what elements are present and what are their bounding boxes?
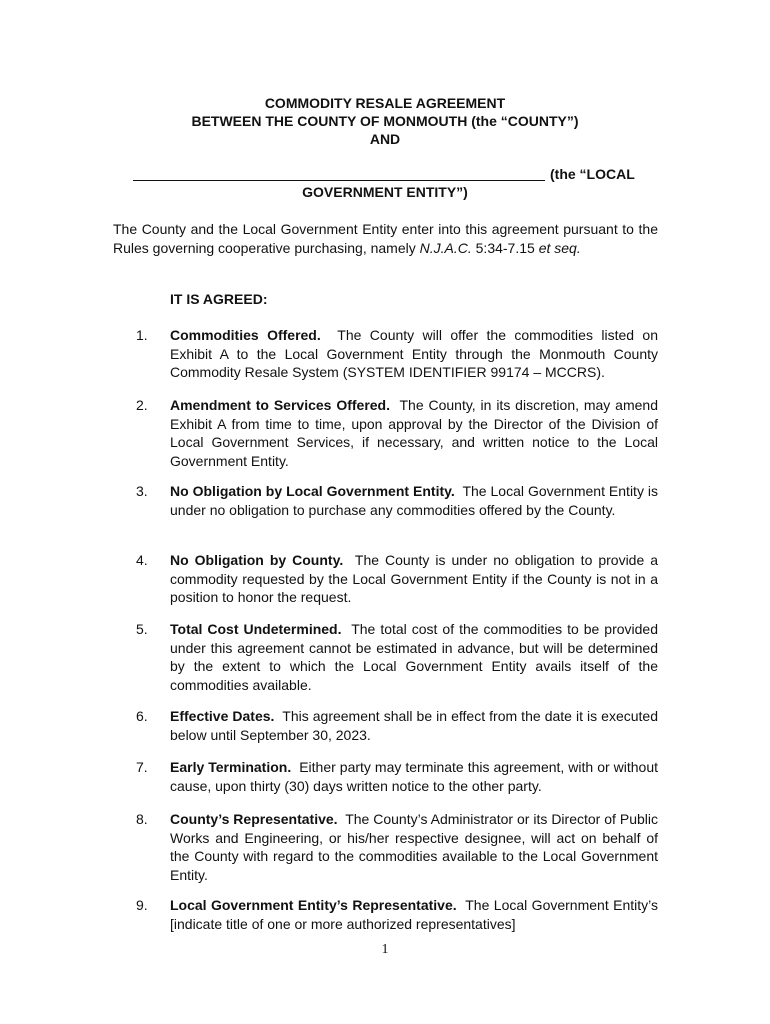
- clause-2: [136, 396, 658, 470]
- clause-7: [136, 758, 659, 795]
- clause-3: [136, 482, 659, 519]
- clause-number: 3.: [136, 483, 148, 499]
- clause-body: The Local Government Entity’s [indicate title of one or more authorized representatives]: [170, 897, 659, 932]
- clause-heading: Amendment to Services Offered.: [170, 397, 390, 413]
- clause-body: The Local Government Entity is under no obligation to purchase any commodities offered by the County.: [170, 483, 659, 518]
- title-line-4: GOVERNMENT ENTITY”): [302, 184, 468, 200]
- title-line-1: COMMODITY RESALE AGREEMENT: [264, 95, 506, 111]
- clause-number: 9.: [136, 897, 148, 913]
- clause-number: 2.: [136, 397, 148, 413]
- clause-heading: Early Termination.: [170, 759, 292, 775]
- clause-number: 1.: [136, 327, 148, 343]
- clause-number: 6.: [136, 708, 148, 724]
- clause-body: The total cost of the commodities to be provided under this agreement cannot be estimated in advance, but will be determined by the extent to which the Local Government Entity avails itself of the commodities available.: [170, 621, 659, 693]
- clause-body: The County, in its discretion, may amend Exhibit A from time to time, upon approval by the Director of the Division of Local Government Services, if necessary, and written notice to the Local Government Entity.: [170, 397, 658, 469]
- clause-9: [136, 896, 659, 933]
- intro-section: 5:34-7.15: [471, 240, 539, 256]
- it-is-agreed-heading: IT IS AGREED:: [170, 291, 268, 307]
- clause-heading: County’s Representative.: [170, 811, 338, 827]
- intro-text: The County and the Local Government Entity enter into this agreement pursuant to the Rules governing cooperative purchasing, namely: [113, 221, 658, 256]
- clause-body: Either party may terminate this agreement, with or without cause, upon thirty (30) days written notice to the other party.: [170, 759, 659, 794]
- clause-number: 8.: [136, 811, 148, 827]
- title-line-3: AND: [369, 131, 401, 147]
- clause-heading: Local Government Entity’s Representative.: [170, 897, 457, 913]
- clause-heading: Commodities Offered.: [170, 327, 321, 343]
- clause-heading: No Obligation by Local Government Entity.: [170, 483, 455, 499]
- clause-body: This agreement shall be in effect from the date it is executed below until September 30, 2023.: [170, 708, 658, 743]
- intro-paragraph: [113, 220, 658, 258]
- title-blank-suffix: (the “LOCAL: [550, 166, 635, 182]
- clause-number: 4.: [136, 552, 148, 568]
- intro-citation: N.J.A.C.: [419, 240, 472, 256]
- clause-body: The County is under no obligation to provide a commodity requested by the Local Government Entity if the County is not in a position to honor the request.: [170, 552, 659, 606]
- clause-heading: No Obligation by County.: [170, 552, 344, 568]
- clause-5: [136, 620, 659, 694]
- clause-8: [136, 810, 658, 884]
- page-number: 1: [381, 942, 389, 957]
- clause-4: [136, 551, 659, 607]
- clause-heading: Effective Dates.: [170, 708, 275, 724]
- clause-body: The County’s Administrator or its Director of Public Works and Engineering, or his/her respective designee, will act on behalf of the County with regard to the commodities available to the Local Government Entity.: [170, 811, 658, 883]
- entity-name-blank-line[interactable]: [133, 180, 545, 181]
- clause-1: [136, 326, 658, 382]
- title-line-2: BETWEEN THE COUNTY OF MONMOUTH (the “COUNTY”): [191, 113, 579, 129]
- clause-body: The County will offer the commodities listed on Exhibit A to the Local Government Entity through the Monmouth County Commodity Resale System (SYSTEM IDENTIFIER 99174 – MCCRS).: [170, 327, 658, 381]
- clause-number: 5.: [136, 621, 148, 637]
- clause-6: [136, 707, 658, 744]
- clause-number: 7.: [136, 759, 148, 775]
- intro-et-seq: et seq.: [538, 240, 581, 256]
- clause-heading: Total Cost Undetermined.: [170, 621, 342, 637]
